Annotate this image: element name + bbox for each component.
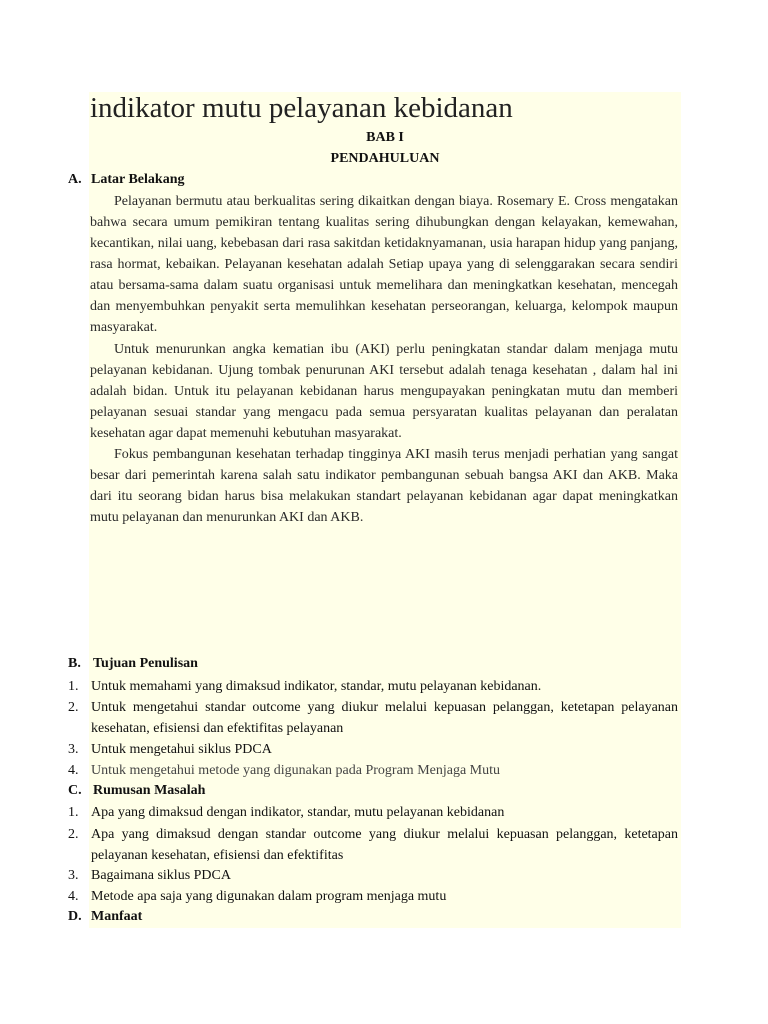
section-title: Rumusan Masalah bbox=[93, 783, 206, 798]
list-text: Apa yang dimaksud dengan indikator, standar, mutu pelayanan kebidanan bbox=[91, 805, 505, 820]
list-text: Untuk mengetahui siklus PDCA bbox=[91, 742, 272, 757]
list-number: 3. bbox=[68, 868, 79, 883]
list-text: Untuk mengetahui metode yang digunakan pada Program Menjaga Mutu bbox=[91, 763, 501, 778]
section-title: Tujuan Penulisan bbox=[93, 656, 198, 671]
list-text: Metode apa saja yang digunakan dalam program menjaga mutu bbox=[91, 889, 447, 904]
list-number: 1. bbox=[68, 805, 79, 820]
section-letter: A. bbox=[68, 172, 82, 187]
document-title: indikator mutu pelayanan kebidanan bbox=[90, 92, 513, 124]
section-letter: B. bbox=[68, 656, 81, 671]
list-text: Untuk memahami yang dimaksud indikator, standar, mutu pelayanan kebidanan. bbox=[91, 679, 542, 694]
list-number: 4. bbox=[68, 763, 79, 778]
background-paragraph-3: Fokus pembangunan kesehatan terhadap tingginya AKI masih terus menjadi perhatian yang sangat besar dari pemerintah karena salah satu indikator pembangunan sebuah bangsa AKI dan AKB. Maka dari itu seorang bidan harus bisa melakukan standart pelayanan kebidanan agar dapat meningkatkan mutu pelayanan dan menurunkan AKI dan AKB. bbox=[90, 447, 678, 525]
list-text: Untuk mengetahui standar outcome yang diukur melalui kepuasan pelanggan, ketetapan pelayanan kesehatan, efisiensi dan efektifitas pelayanan bbox=[91, 700, 678, 736]
section-letter: D. bbox=[68, 909, 82, 924]
list-number: 2. bbox=[68, 827, 79, 842]
chapter-title: PENDAHULUAN bbox=[330, 151, 440, 166]
list-text: Apa yang dimaksud dengan standar outcome yang diukur melalui kepuasan pelanggan, ketetapan pelayanan kesehatan, efisiensi dan efektifitas bbox=[91, 827, 678, 863]
list-text: Bagaimana siklus PDCA bbox=[91, 868, 231, 883]
list-number: 3. bbox=[68, 742, 79, 757]
section-letter: C. bbox=[68, 783, 82, 798]
list-number: 2. bbox=[68, 700, 79, 715]
background-paragraph-1: Pelayanan bermutu atau berkualitas sering dikaitkan dengan biaya. Rosemary E. Cross mengatakan bahwa secara umum pemikiran tentang kualitas sering dihubungkan dengan kelayakan, kemewahan, kecantikan, nilai uang, kebebasan dari rasa sakitdan ketidaknyamanan, usia harapan hidup yang panjang, rasa hormat, kebaikan. Pelayanan kesehatan adalah Setiap upaya yang di selenggarakan secara sendiri atau bersama-sama dalam suatu organisasi untuk memelihara dan meningkatkan kesehatan, mencegah dan menyembuhkan penyakit serta memulihkan kesehatan perseorangan, keluarga, kelompok maupun masyarakat. bbox=[90, 194, 678, 335]
list-number: 1. bbox=[68, 679, 79, 694]
section-title: Latar Belakang bbox=[91, 172, 185, 187]
list-number: 4. bbox=[68, 889, 79, 904]
chapter-label: BAB I bbox=[366, 130, 404, 145]
background-paragraph-2: Untuk menurunkan angka kematian ibu (AKI) perlu peningkatan standar dalam menjaga mutu pelayanan kebidanan. Ujung tombak penurunan AKI tersebut adalah tenaga kesehatan , dalam hal ini adalah bidan. Untuk itu pelayanan kebidanan harus mengupayakan peningkatan mutu dan memberi pelayanan sesuai standar yang mengacu pada semua persyaratan kualitas pelayanan dan peralatan kesehatan agar dapat memenuhi kebutuhan masyarakat. bbox=[90, 342, 678, 441]
section-title: Manfaat bbox=[91, 909, 143, 924]
